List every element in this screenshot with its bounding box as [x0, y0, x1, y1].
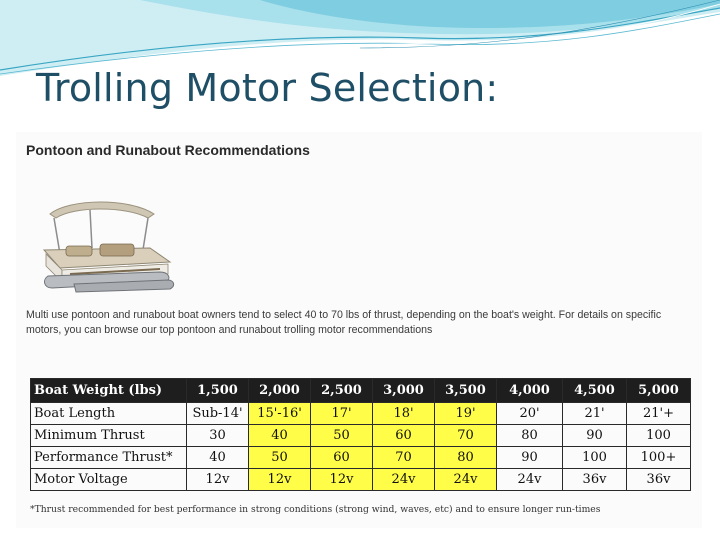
table-cell: 36v: [627, 469, 691, 491]
table-cell: 40: [187, 447, 249, 469]
slide-title: Trolling Motor Selection:: [36, 66, 499, 110]
table-cell: 15'-16': [249, 403, 311, 425]
table-cell: 100: [563, 447, 627, 469]
table-header-cell: 2,000: [249, 379, 311, 403]
table-cell: 12v: [311, 469, 373, 491]
table-row: [31, 469, 691, 491]
recommendation-panel: [16, 132, 702, 528]
table-cell: 12v: [187, 469, 249, 491]
table-cell: 50: [311, 425, 373, 447]
table-row: [31, 425, 691, 447]
recommendation-table: [30, 378, 691, 491]
table-header-cell: 3,000: [373, 379, 435, 403]
table-cell: 100: [627, 425, 691, 447]
table-cell: 90: [497, 447, 563, 469]
table-cell: 21'+: [627, 403, 691, 425]
table-cell: 60: [311, 447, 373, 469]
table-header-cell: 2,500: [311, 379, 373, 403]
table-cell: 24v: [435, 469, 497, 491]
table-cell: 50: [249, 447, 311, 469]
intro-paragraph: Multi use pontoon and runabout boat owners tend to select 40 to 70 lbs of thrust, depending on the boat's weight. For details on specific motors, you can browse our top pontoon and runabout trolling motor recommendations: [26, 309, 662, 336]
table-header-cell: 3,500: [435, 379, 497, 403]
table-cell: 12v: [249, 469, 311, 491]
table-cell: 21': [563, 403, 627, 425]
table-row-label: Performance Thrust*: [31, 447, 187, 469]
table-header-cell: 5,000: [627, 379, 691, 403]
table-cell: 19': [435, 403, 497, 425]
table-cell: 40: [249, 425, 311, 447]
thrust-footnote: *Thrust recommended for best performance in strong conditions (strong wind, waves, etc) and to ensure longer run-times: [30, 504, 601, 515]
table-cell: Sub-14': [187, 403, 249, 425]
table-cell: 24v: [373, 469, 435, 491]
table-row: [31, 403, 691, 425]
table-cell: 80: [497, 425, 563, 447]
table-cell: 24v: [497, 469, 563, 491]
table-row-label: Boat Length: [31, 403, 187, 425]
table-row-label: Minimum Thrust: [31, 425, 187, 447]
table-header-label: Boat Weight (lbs): [31, 379, 187, 403]
table-row: [31, 447, 691, 469]
table-cell: 30: [187, 425, 249, 447]
table-cell: 70: [373, 447, 435, 469]
table-cell: 36v: [563, 469, 627, 491]
table-header-cell: 4,500: [563, 379, 627, 403]
table-cell: 70: [435, 425, 497, 447]
table-header-row: [31, 379, 691, 403]
table-cell: 90: [563, 425, 627, 447]
section-heading: Pontoon and Runabout Recommendations: [26, 142, 310, 158]
table-cell: 80: [435, 447, 497, 469]
table-header-cell: 1,500: [187, 379, 249, 403]
table-cell: 17': [311, 403, 373, 425]
table-cell: 20': [497, 403, 563, 425]
pontoon-boat-image: [30, 192, 176, 296]
table-row-label: Motor Voltage: [31, 469, 187, 491]
table-header-cell: 4,000: [497, 379, 563, 403]
table-cell: 60: [373, 425, 435, 447]
table-cell: 18': [373, 403, 435, 425]
table-cell: 100+: [627, 447, 691, 469]
